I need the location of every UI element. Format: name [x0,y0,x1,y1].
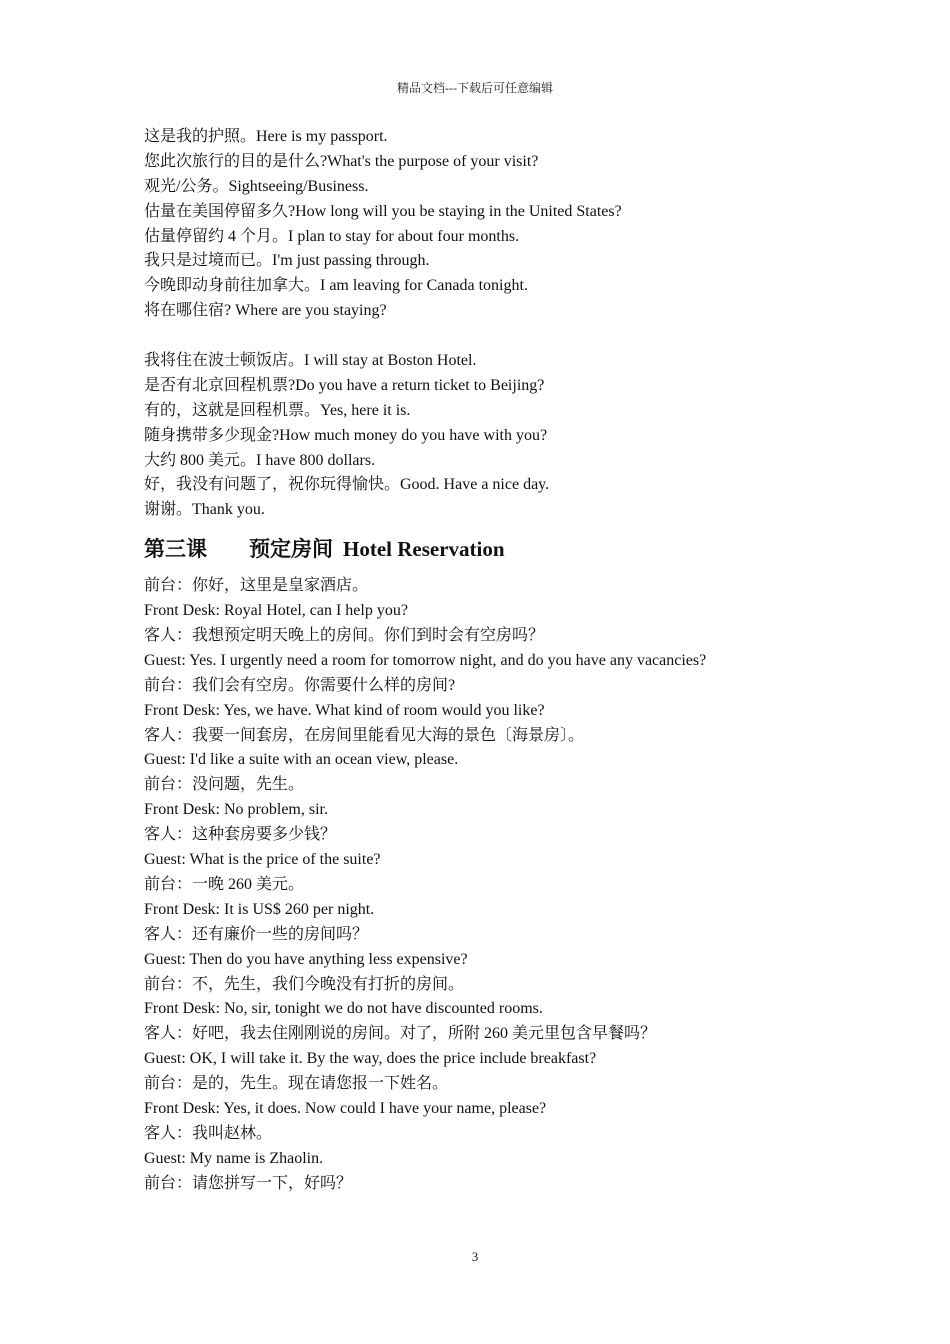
lesson-title-cn: 预定房间 [249,537,333,562]
dialogue-line: Guest: OK, I will take it. By the way, does the price include breakfast? [144,1050,597,1068]
text-line: 观光/公务。Sightseeing/Business. [144,177,369,195]
text-line: 今晚即动身前往加拿大。I am leaving for Canada tonight. [144,277,528,295]
dialogue-line: 客人：我叫赵林。 [144,1124,273,1142]
text-line: 谢谢。Thank you. [144,501,265,519]
dialogue-line: 客人：这种套房要多少钱？ [144,826,337,844]
text-line: 大约 800 美元。I have 800 dollars. [144,451,376,469]
customs-dialogue-part-2 [144,349,824,523]
dialogue-line: Front Desk: Yes, it does. Now could I have your name, please? [144,1099,547,1117]
dialogue-line: Front Desk: No problem, sir. [144,801,328,819]
dialogue-line: Guest: I'd like a suite with an ocean view, please. [144,751,459,769]
dialogue-line: 前台：没问题，先生。 [144,776,305,794]
dialogue-line: Guest: Then do you have anything less expensive? [144,950,468,968]
text-line: 这是我的护照。Here is my passport. [144,128,388,145]
hotel-reservation-dialogue [144,574,824,1196]
text-line: 我将住在波士顿饭店。I will stay at Boston Hotel. [144,352,477,370]
text-line: 估量停留约 4 个月。I plan to stay for about four months. [144,227,520,245]
dialogue-line: Front Desk: It is US$ 260 per night. [144,900,375,918]
page-header: 精品文档---下载后可任意编辑 [397,81,553,95]
dialogue-line: Front Desk: Royal Hotel, can I help you? [144,602,408,620]
dialogue-line: 客人：好吧，我去住刚刚说的房间。对了，所附 260 美元里包含早餐吗？ [144,1025,657,1043]
dialogue-line: Guest: My name is Zhaolin. [144,1149,324,1167]
document-body [144,125,824,1197]
dialogue-line: Front Desk: Yes, we have. What kind of room would you like? [144,701,545,719]
text-line: 好，我没有问题了，祝你玩得愉快。Good. Have a nice day. [144,476,550,494]
page-number: 3 [471,1249,479,1264]
dialogue-line: Front Desk: No, sir, tonight we do not have discounted rooms. [144,1000,543,1018]
dialogue-line: Guest: Yes. I urgently need a room for tomorrow night, and do you have any vacancies? [144,651,707,669]
lesson-heading [144,535,824,563]
text-line: 有的，这就是回程机票。Yes, here it is. [144,401,411,419]
dialogue-line: 客人：我要一间套房，在房间里能看见大海的景色〔海景房〕。 [144,726,585,744]
text-line: 您此次旅行的目的是什么?What's the purpose of your visit? [144,152,539,170]
text-line: 将在哪住宿? Where are you staying? [144,302,387,320]
dialogue-line: 前台：不，先生，我们今晚没有打折的房间。 [144,975,465,993]
customs-dialogue-part-1 [144,125,824,324]
blank-line [144,324,824,349]
dialogue-line: Guest: What is the price of the suite? [144,851,381,869]
text-line: 随身携带多少现金?How much money do you have with you? [144,426,548,444]
dialogue-line: 客人：我想预定明天晚上的房间。你们到时会有空房吗？ [144,627,545,645]
dialogue-line: 前台：请您拼写一下，好吗？ [144,1174,353,1192]
dialogue-line: 前台：我们会有空房。你需要什么样的房间? [144,676,456,694]
text-line: 是否有北京回程机票?Do you have a return ticket to Beijing? [144,376,545,394]
dialogue-line: 前台：你好，这里是皇家酒店。 [144,577,369,595]
dialogue-line: 前台：一晚 260 美元。 [144,875,305,893]
dialogue-line: 前台：是的，先生。现在请您报一下姓名。 [144,1075,449,1093]
dialogue-line: 客人：还有廉价一些的房间吗？ [144,925,369,943]
text-line: 我只是过境而已。I'm just passing through. [144,252,430,270]
lesson-title-en: Hotel Reservation [343,537,505,562]
text-line: 估量在美国停留多久?How long will you be staying in the United States? [144,202,622,220]
lesson-number: 第三课 [144,537,207,562]
